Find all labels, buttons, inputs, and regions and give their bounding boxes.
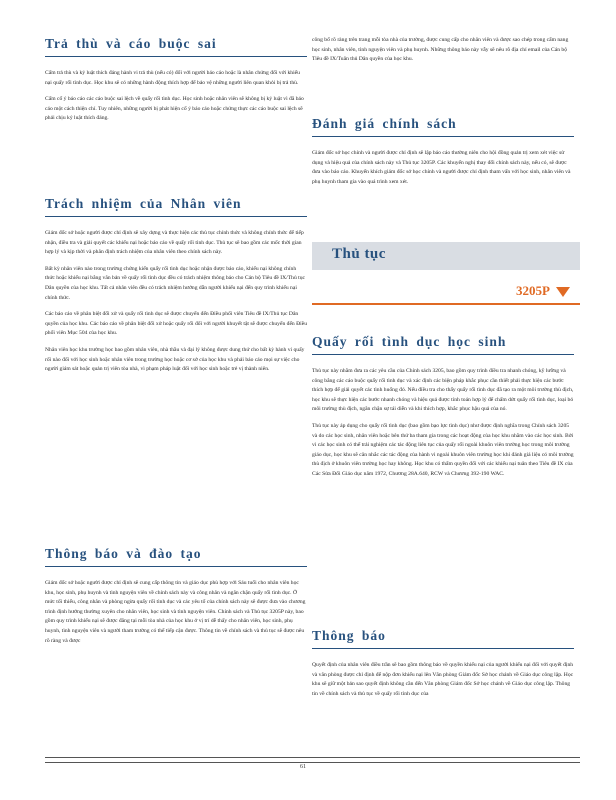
paragraph: Quyết định của nhân viên điều trần sẽ bao gồm thông báo về quyền khiếu nại của người khiếu nại đối với quyết định và văn phòng được chỉ định để nộp đơn khiếu nại lên Văn phòng Giám đốc Sở học chánh về Giáo dục công lập. Học khu sẽ giữ một bản sao quyết định không cần đến Văn phòng Giám đốc Sở học chánh về Giáo dục công lập. Thông tin về chính sách và thủ tục về quấy rối tình dục của — [312, 662, 574, 697]
paragraph: Giám đốc sở học chính và người được chỉ định sẽ lập báo cáo thường niên cho hội đồng quản trị xem xét việc sử dụng và hiệu quả của chính sách này và Thủ tục 3205P. Các khuyến nghị thay đổi chính sách này, nếu có, sẽ được đưa vào báo cáo. Khuyến khích giám đốc sở học chính và người được chỉ định tham vấn với học sinh, nhân viên và phụ huynh tham gia vào quá trình xem xét. — [312, 150, 571, 185]
paragraph: Bất kỳ nhân viên nào trong trường chứng kiến quấy rối tình dục hoặc nhận được báo cáo, khiếu nại không chính thức hoặc khiếu nại bằng văn bản về quấy rối tình dục đều có trách nhiệm thông báo cho Cán bộ Tiêu đề IX/Thủ tục Dân quyền của học khu. Tất cả nhân viên đều có trách nhiệm hướng dẫn người khiếu nại đến quy trình khiếu nại chính thức. — [45, 265, 305, 301]
section-student-harassment — [312, 334, 574, 487]
section-title: Thông báo — [312, 628, 574, 649]
procedure-banner — [312, 242, 580, 270]
section-title: Quấy rối tình dục học sinh — [312, 334, 574, 355]
paragraph: Giám đốc sở hoặc người được chỉ định sẽ cung cấp thông tin và giáo dục phù hợp với Sáu tuổi cho nhân viên học khu, học sinh, phụ huynh và tình nguyện viên về chính sách này và công nhân và ngăn chặn quấy rối tình dục. Ở mức tối thiểu, công nhân và phòng ngừa quấy rối tình dục và các yêu tố của chính sách này sẽ được đưa vào chương trình định hướng thường xuyên cho nhân viên, học sinh và tình nguyện viên. Chính sách và Thủ tục 3205P này, bao gồm quy trình khiếu nại sẽ được đăng tại mỗi tòa nhà của học khu ở vị trí dễ thấy cho nhân viên, học sinh, phụ huynh, tình nguyện viên và người tham trường có thể tiếp cận được. Thông tin về chính sách và thủ tục sẽ được nêu rõ ràng và được — [45, 580, 306, 644]
banner-title: Thủ tục — [332, 246, 386, 262]
section-notification — [312, 628, 574, 706]
paragraph: Thủ tục này áp dụng cho quấy rối tình dục (bao gồm bạo lực tình dục) như được định nghĩa trong Chính sách 3205 và do các học sinh, nhân viên hoặc bên thứ ba tham gia trong các hoạt động của học khu nhằm vào các học sinh. Bởi vì các học sinh có thể trải nghiệm các tác động liên tục của quấy rối ngoài khuôn viên trường học trong môi trường giáo dục, học khu sẽ cân nhắc các tác động của hành vi ngoài khuôn viên trường học khi đánh giá liệu có môi trường thù địch ở khuôn viên trường học hay không. Học khu có thẩm quyền đối với các khiếu nại tuân theo Tiêu đề IX của Các Sửa Đổi Giáo dục năm 1972, Chương 28A.640, RCW và Chương 392-190 WAC. — [312, 422, 574, 477]
section-retaliation — [45, 36, 307, 131]
section-staff-responsibility — [45, 196, 307, 382]
paragraph: công bố rõ ràng trên trang mỗi tòa nhà của trường, được cung cấp cho nhân viên và được sao chép trong cẩm nang học sinh, nhân viên, tình nguyện viên và phụ huynh. Những thông báo này vẫy sẽ nêu rõ địa chỉ email của Cán bộ Tiêu đề IX/Tuân thủ Dân quyền của học khu. — [312, 37, 569, 63]
paragraph: Cấm cố ý báo cáo các cáo buộc sai lệch về quấy rối tình dục. Học sinh hoặc nhân viên sẽ không bị kỷ luật vì đã báo cáo một cách thiện chí. Tuy nhiên, những người bị phát hiện cố ý báo cáo hoặc chứng thực các cáo buộc sai lệch sẽ phải chịu kỷ luật thích đáng. — [45, 96, 304, 122]
section-notice-training — [45, 546, 307, 653]
paragraph: Thủ tục này nhằm đưa ra các yêu cầu của Chính sách 3205, bao gồm quy trình điều tra nhanh chóng, kỹ lưỡng và công bằng các cáo buộc quấy rối tình dục và xác định các biện pháp khắc phục cần thiết phải thực hiện các bước thích hợp để giải quyết các tình huống đó. Nếu điều tra cho thấy quấy rối tình dục đã tạo ra một môi trường thù địch, học khu sẽ thực hiện các bước nhanh chóng và hiệu quả được tính toán hợp lý để chấm dứt quấy rối tình dục, loại bỏ môi trường thù địch, ngăn chặn sự tái diễn và khi thích hợp, khắc phục hậu quả của nó. — [312, 368, 574, 413]
paragraph: Cấm trả thù và kỷ luật thích đáng hành vi trả thù (nếu có) đối với người báo cáo hoặc là nhân chứng đối với khiếu nại quấy rối tình dục. Học khu sẽ có những hành động thích hợp để bảo vệ những người liên quan khỏi bị trả thù. — [45, 70, 300, 86]
section-title: Thông báo và đào tạo — [45, 546, 307, 567]
procedure-code-row — [312, 283, 580, 305]
section-title: Trách nhiệm của Nhân viên — [45, 196, 307, 217]
page-number: 61 — [300, 764, 306, 770]
triangle-down-icon — [556, 287, 570, 297]
paragraph: Giám đốc sở hoặc người được chỉ định sẽ xây dựng và thực hiện các thủ tục chính thức và không chính thức để tiếp nhận, điều tra và giải quyết các khiếu nại hoặc báo cáo về quấy rối tình dục. Thủ tục sẽ bao gồm các mốc thời gian hợp lý và kịp thời và phân định trách nhiệm của nhân viên theo chính sách này. — [45, 230, 304, 256]
section-title: Đánh giá chính sách — [312, 116, 574, 137]
paragraph: Các báo cáo về phân biệt đối xử và quấy rối tình dục sẽ được chuyển đến Điều phối viên Tiêu đề IX/Thủ tục Dân quyền của học khu. Các báo cáo về phân biệt đối xử hoặc quấy rối đối với người khuyết tật sẽ được chuyển đến Điều phối viên Mục 504 của học khu. — [45, 311, 308, 337]
section-policy-review — [312, 116, 574, 194]
section-title: Trả thù và cáo buộc sai — [45, 36, 307, 57]
section-notice-continued — [312, 36, 574, 72]
paragraph: Nhân viên học khu trường học bao gồm nhân viên, nhà thầu và đại lý không được dung thứ cho bất kỳ hành vi quấy rối nào đối với học sinh hoặc nhân viên trong trường học hoặc cơ sở của học khu và phải báo cáo mọi sự việc cho người giám sát hoặc quản trị viên tòa nhà, vì phạm pháp luật đối với học sinh hoặc trẻ vị thành niên. — [45, 346, 305, 373]
procedure-code: 3205P — [516, 283, 550, 298]
footer-rule — [45, 757, 580, 763]
